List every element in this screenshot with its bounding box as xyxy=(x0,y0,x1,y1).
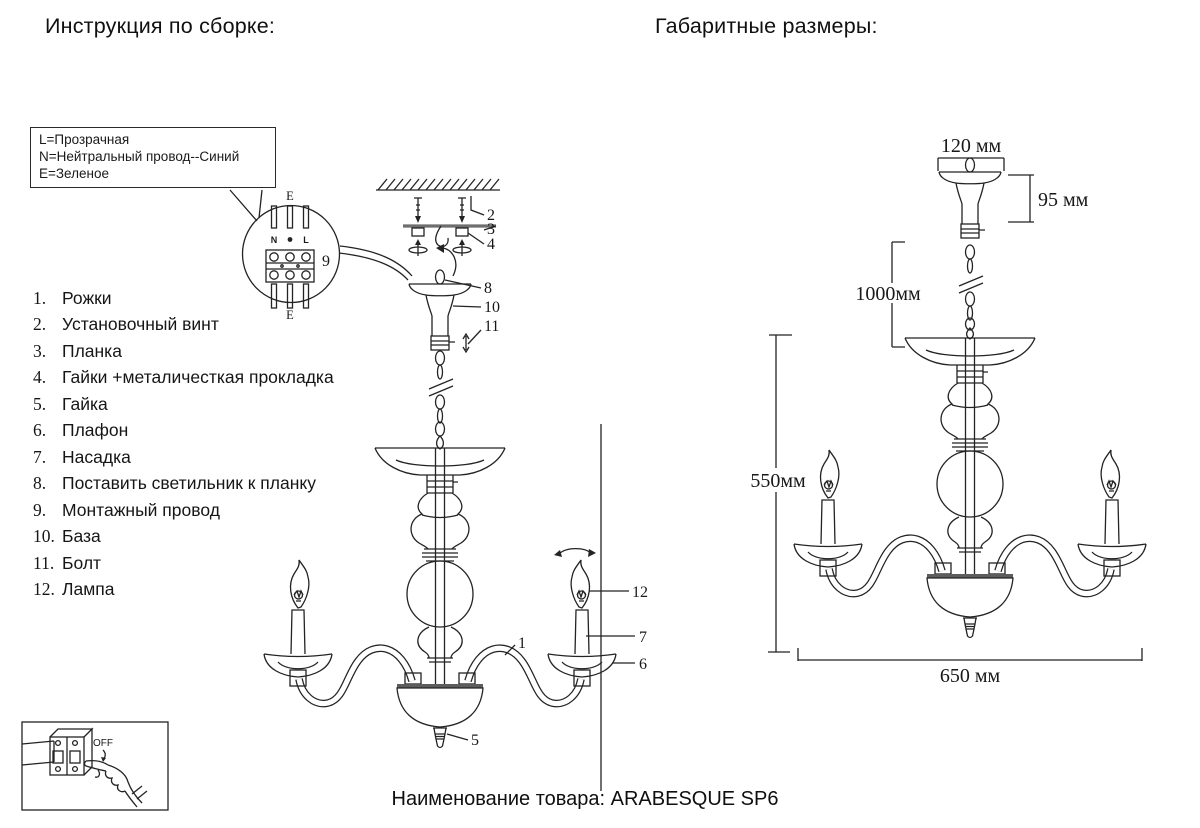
chandelier-body-right-figure xyxy=(794,338,1146,638)
left-section-title: Инструкция по сборке: xyxy=(45,14,276,38)
canopy-left-figure xyxy=(409,270,471,350)
list-item: 11. Болт xyxy=(33,552,102,573)
callout-plate: 3 xyxy=(487,221,495,238)
dim-chain-length xyxy=(855,242,921,347)
list-item: 12. Лампа xyxy=(33,578,115,599)
list-item: 4. Гайки +металичесткая прокладка xyxy=(33,367,334,388)
breaker-illustration xyxy=(22,722,168,810)
list-item: 1. Рожки xyxy=(33,288,112,308)
callout-bolt: 11 xyxy=(484,318,500,335)
earth-top-label: E xyxy=(286,189,294,203)
list-item: 2. Установочный винт xyxy=(33,314,219,335)
hook-icon xyxy=(436,226,448,247)
list-item: 3. Планка xyxy=(33,340,122,361)
list-item: 10. База xyxy=(33,526,101,547)
dim-body-width xyxy=(798,648,1142,687)
canopy-right-figure xyxy=(939,158,1001,238)
legend-line-earth: E=Зеленое xyxy=(39,165,109,181)
callout-mounting-wire: 9 xyxy=(322,253,330,270)
chain-right-figure xyxy=(959,245,983,339)
legend-line-neutral: N=Нейтральный провод--Синий xyxy=(39,148,240,164)
svg-text:650 мм: 650 мм xyxy=(939,665,1001,687)
hand-icon xyxy=(85,761,148,807)
legend-line-live: L=Прозрачная xyxy=(39,132,130,147)
svg-text:95 мм: 95 мм xyxy=(1038,189,1089,211)
product-name: Наименование товара: ARABESQUE SP6 xyxy=(391,788,779,810)
list-item: 5. Гайка xyxy=(33,393,108,414)
callout-base: 10 xyxy=(484,299,500,316)
callout-arm: 1 xyxy=(518,635,526,652)
svg-text:120 мм: 120 мм xyxy=(940,135,1002,157)
callout-nut: 5 xyxy=(471,732,479,749)
callout-lamp: 12 xyxy=(632,584,648,601)
rotate-arrow-icon xyxy=(554,549,596,557)
nuts-washers xyxy=(409,228,471,256)
earth-bottom-label: E xyxy=(286,308,294,322)
list-item: 6. Плафон xyxy=(33,420,129,441)
dimensions-figure xyxy=(750,135,1146,687)
dim-body-height xyxy=(750,335,806,652)
chandelier-body-left-figure xyxy=(264,448,616,748)
svg-text:1000мм: 1000мм xyxy=(855,283,921,305)
mounting-screws xyxy=(414,198,466,223)
svg-text:550мм: 550мм xyxy=(750,470,806,492)
callout-screw: 2 xyxy=(487,207,495,224)
callout-leaders xyxy=(445,196,635,740)
circuit-breaker xyxy=(50,729,92,775)
list-item: 9. Монтажный провод xyxy=(33,499,220,520)
chain-left-figure xyxy=(429,351,453,449)
neutral-label: N xyxy=(270,235,278,245)
ceiling-hatch xyxy=(376,179,500,190)
callout-shade: 6 xyxy=(639,656,647,673)
callout-nuts: 4 xyxy=(487,236,495,253)
wiring-detail-figure xyxy=(230,189,412,322)
dim-canopy-height xyxy=(1008,175,1089,222)
live-label: L xyxy=(303,235,309,245)
assembly-figure xyxy=(264,179,648,791)
dim-canopy-width xyxy=(938,135,1004,171)
off-label: OFF xyxy=(93,738,113,749)
callout-sleeve: 7 xyxy=(639,629,647,646)
list-item: 7. Насадка xyxy=(33,446,131,467)
callout-hang: 8 xyxy=(484,280,492,297)
list-item: 8. Поставить светильник к планку xyxy=(33,473,316,494)
right-section-title: Габаритные размеры: xyxy=(655,14,878,38)
